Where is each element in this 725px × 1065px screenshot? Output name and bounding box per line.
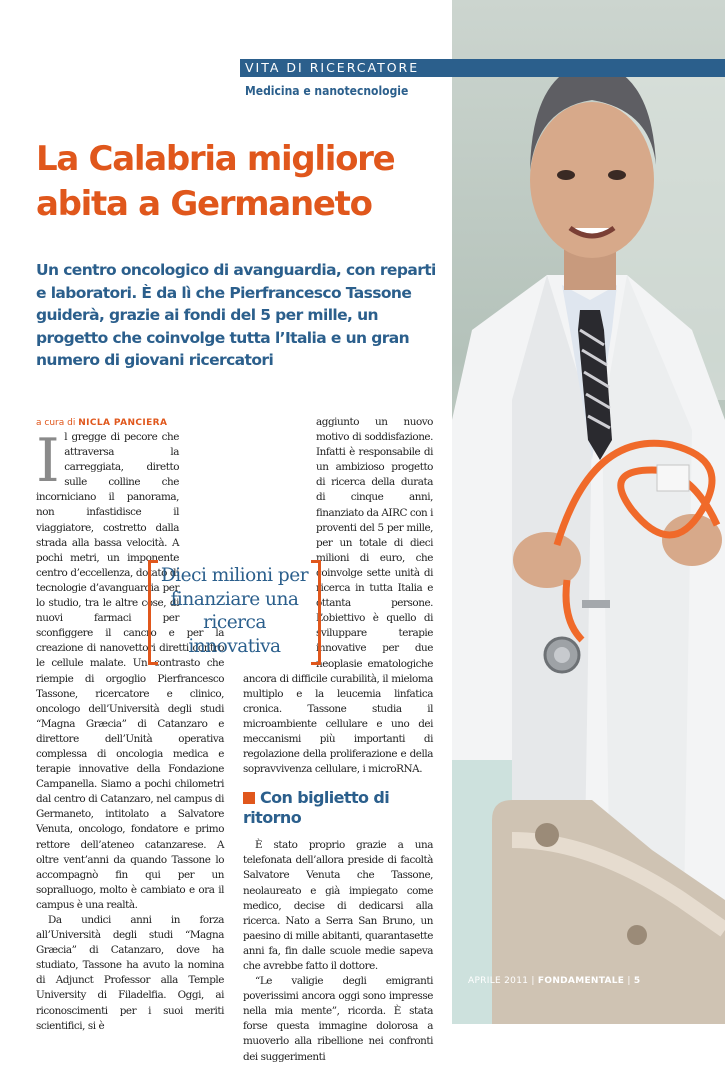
body-paragraph: “Le valigie degli emigranti poverissimi ancora oggi sono impresse nella mia mente”, ricorda. È stata forse questa immagine dolorosa a muoverlo alla ribellione nei confronti dei suggerimenti bbox=[243, 975, 433, 1063]
pull-quote bbox=[148, 560, 321, 665]
footer-magazine: FONDAMENTALE bbox=[537, 976, 625, 986]
pull-quote-text: Dieci milioni per finanziare una ricerca innovativa bbox=[160, 565, 309, 657]
body-paragraph: l gregge di pecore che attraversa la carreggiata, diretto sulle colline che incorniciano il panorama, non infastidisce il viaggiatore, costretto dalla strada alla bassa velocità. A pochi metri, un imponente centro d’eccellenza, dotato di tecnologie d’avanguardia per lo studio, tra le altre cose, di nuovi farmaci per sconfiggere il cancro e per la creazione di nanovettori diretti contro le cellule malate. Un contrasto che riempie di orgoglio Pierfrancesco Tassone, ricercatore e clinico, oncologo dell’Università degli studi “Magna Græcia” di Catanzaro e direttore dell’Unità operativa complessa di oncologia medica e terapie innovative della Fondazione Campanella. Siamo a pochi chilometri dal centro di Catanzaro, nel campus di Germaneto, intitolato a Salvatore Venuta, oncologo, fondatore e primo rettore dell’ateneo catanzarese. A oltre vent’anni da quando Tassone lo accompagnò fin qui per un sopralluogo, molto è cambiato e ora il campus è una realtà. bbox=[36, 431, 224, 911]
article-deck: Un centro oncologico di avanguardia, con reparti e laboratori. È da lì che Pierfrancesco Tassone guiderà, grazie ai fondi del 5 per mille, un progetto che coinvolge tutta l’Italia e un gran numero di giovani ricercatori bbox=[36, 261, 436, 369]
headline bbox=[36, 137, 436, 227]
doctor-illustration bbox=[452, 0, 725, 1024]
footer-separator: | bbox=[624, 976, 634, 986]
page-footer bbox=[468, 976, 640, 986]
left-bracket-icon bbox=[148, 560, 158, 665]
body-column-right bbox=[243, 415, 433, 1065]
section-rubric: VITA DI RICERCATORE bbox=[245, 60, 420, 75]
subhead-text: Con biglietto di ritorno bbox=[243, 788, 390, 828]
body-paragraph: È stato proprio grazie a una telefonata dell’allora preside di facoltà Salvatore Venuta che Tassone, neolaureato e già impiegato come medico, decise di dedicarsi alla ricerca. Nato a Serra San Bruno, un paesino di mille abitanti, quarantasette anni fa, fin dalle scuole medie sapeva che avrebbe fatto il dottore. bbox=[243, 839, 433, 972]
subhead-square-icon bbox=[243, 792, 255, 804]
right-bracket-icon bbox=[311, 560, 321, 665]
footer-date: APRILE 2011 bbox=[468, 976, 529, 986]
headline-line-2: abita a Germaneto bbox=[36, 184, 372, 224]
section-subhead bbox=[243, 788, 433, 828]
body-paragraph: aggiunto un nuovo motivo di soddisfazione. Infatti è responsabile di un ambizioso progetto di ricerca della durata di cinque anni, finanziato da AIRC con i proventi del 5 per mille, per un totale di dieci milioni di euro, che coinvolge sette unità di ricerca in tutta Italia e ottanta persone. L’obiettivo è quello di sviluppare terapie innovative per due neoplasie ematologiche ancora di difficile curabilità, il mieloma multiplo e la leucemia linfatica cronica. Tassone studia il microambiente cellulare e uno dei meccanismi più importanti di regolazione della proliferazione e della sopravvivenza cellulare, i microRNA. bbox=[243, 416, 433, 776]
page-number: 5 bbox=[633, 976, 641, 986]
body-column-left bbox=[36, 426, 224, 1034]
byline-prefix: a cura di bbox=[36, 418, 79, 428]
headline-line-1: La Calabria migliore bbox=[36, 139, 395, 179]
body-paragraph: Da undici anni in forza all’Università degli studi “Magna Græcia” di Catanzaro, dove ha studiato, Tassone ha avuto la nomina di Adjunct Professor alla Temple University di Filadelfia. Oggi, ai riconoscimenti per i suoi meriti scientifici, si è bbox=[36, 914, 224, 1032]
footer-separator: | bbox=[528, 976, 538, 986]
drop-cap: I bbox=[36, 426, 60, 496]
byline-author: NICLA PANCIERA bbox=[78, 418, 168, 428]
section-subrubric: Medicina e nanotecnologie bbox=[245, 84, 409, 98]
doctor-photo bbox=[452, 0, 725, 1024]
